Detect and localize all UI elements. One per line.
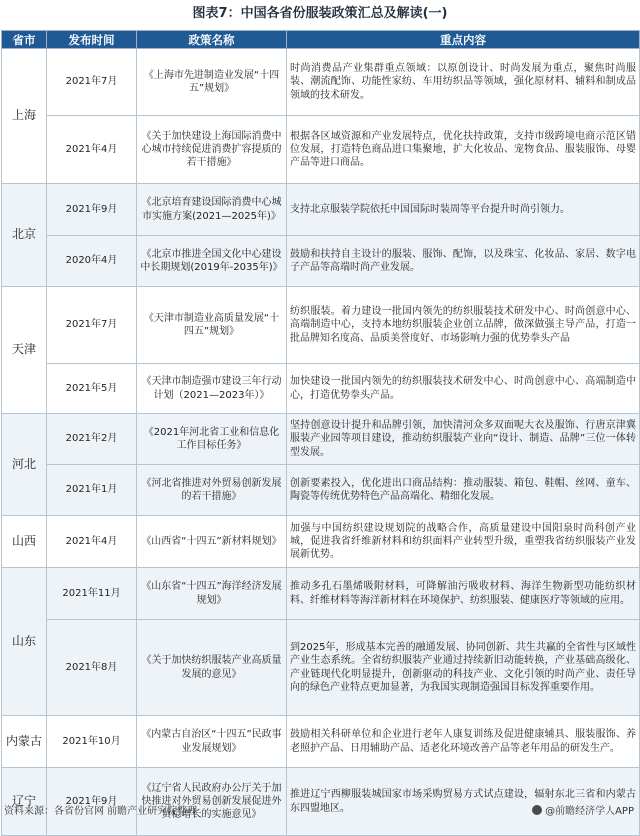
- table-row: [2, 516, 640, 568]
- cell-policy-name: 《内蒙古自治区“十四五”民政事业发展规划》: [137, 716, 287, 768]
- cell-province: 辽宁: [2, 768, 47, 836]
- cell-date: 2021年2月: [47, 414, 137, 465]
- cell-policy-name: 《北京培育建设国际消费中心城市实施方案(2021—2025年)》: [137, 184, 287, 236]
- cell-policy-name: 《2021年河北省工业和信息化工作目标任务》: [137, 414, 287, 465]
- table-row: [2, 716, 640, 768]
- table-row: [2, 116, 640, 184]
- cell-content: 鼓励和扶持自主设计的服装、服饰、配饰，以及珠宝、化妆品、家居、数字电子产品等高端时尚产业发展。: [287, 236, 640, 287]
- header-date: 发布时间: [47, 31, 137, 49]
- table-row: [2, 620, 640, 716]
- cell-content: 纺织服装。着力建设一批国内领先的纺织服装技术研发中心、时尚创意中心、高端制造中心，支持本地纺织服装企业创立品牌，做深做强主导产品，打造一批品牌知名度高、品质美誉度好、市场影响力强的优势拳头产品: [287, 287, 640, 364]
- cell-policy-name: 《河北省推进对外贸易创新发展的若干措施》: [137, 465, 287, 516]
- cell-policy-name: 《山西省“十四五”新材料规划》: [137, 516, 287, 568]
- cell-content: 鼓励相关科研单位和企业进行老年人康复训练及促进健康辅具、服装服饰、养老照护产品、日用辅助产品、适老化环境改善产品等老年用品的研发生产。: [287, 716, 640, 768]
- cell-content: 推动多孔石墨烯吸附材料，可降解油污吸收材料、海洋生物新型功能纺织材料、纤维材料等海洋新材料在环境保护、纺织服装、健康医疗等领域的应用。: [287, 568, 640, 620]
- header-province: 省市: [2, 31, 47, 49]
- brand-label: @前瞻经济学人APP: [545, 806, 634, 817]
- header-policy-name: 政策名称: [137, 31, 287, 49]
- cell-content: 创新要素投入，优化进出口商品结构：推动服装、箱包、鞋帽、丝网、童车、陶瓷等传统优势特色产品高端化、精细化发展。: [287, 465, 640, 516]
- cell-content: 到2025年，形成基本完善的融通发展、协同创新、共生共赢的全省性与区域性产业生态系统。全省纺织服装产业通过持续新旧动能转换，产业基础高级化、产业链现代化明显提升，创新驱动的科技产业、文化引领的时尚产业、责任导向的绿色产业特点更加显著，为我国实现制造强国目标发挥重要作用。: [287, 620, 640, 716]
- cell-policy-name: 《山东省“十四五”海洋经济发展规划》: [137, 568, 287, 620]
- cell-date: 2021年11月: [47, 568, 137, 620]
- cell-date: 2021年4月: [47, 116, 137, 184]
- brand-footer: [532, 802, 634, 817]
- table-row: [2, 364, 640, 414]
- cell-province: 北京: [2, 184, 47, 287]
- table-row: [2, 184, 640, 236]
- table-row: [2, 465, 640, 516]
- cell-date: 2021年9月: [47, 768, 137, 836]
- brand-logo-icon: [532, 805, 542, 815]
- table-row: [2, 414, 640, 465]
- cell-policy-name: 《天津市制造业高质量发展“十四五”规划》: [137, 287, 287, 364]
- cell-date: 2020年4月: [47, 236, 137, 287]
- cell-date: 2021年7月: [47, 287, 137, 364]
- source-note: 资料来源：各省份官网 前瞻产业研究院整理: [4, 806, 198, 817]
- cell-content: 根据各区域资源和产业发展特点，优化扶持政策，支持市级跨境电商示范区错位发展，打造特色商品进口集聚地，扩大化妆品、宠物食品、服装服饰、母婴产品等进口商品。: [287, 116, 640, 184]
- cell-province: 山西: [2, 516, 47, 568]
- cell-policy-name: 《天津市制造强市建设三年行动计划（2021—2023年）》: [137, 364, 287, 414]
- cell-province: 天津: [2, 287, 47, 414]
- cell-content: 推进辽宁西柳服装城国家市场采购贸易方式试点建设，辐射东北三省和内蒙古东四盟地区。: [287, 768, 640, 836]
- cell-policy-name: 《北京市推进全国文化中心建设中长期规划(2019年-2035年)》: [137, 236, 287, 287]
- cell-date: 2021年7月: [47, 49, 137, 116]
- policy-table: [1, 30, 640, 836]
- cell-content: 加强与中国纺织建设规划院的战略合作，高质量建设中国阳泉时尚科创产业城，促进我省纤维新材料和纺织面料产业转型升级，重塑我省纺织服装产业发展新优势。: [287, 516, 640, 568]
- cell-province: 河北: [2, 414, 47, 516]
- cell-policy-name: 《上海市先进制造业发展“十四五”规划》: [137, 49, 287, 116]
- cell-policy-name: 《关于加快纺织服装产业高质量发展的意见》: [137, 620, 287, 716]
- table-header-row: [2, 31, 640, 49]
- table-row: [2, 49, 640, 116]
- cell-content: 时尚消费品产业集群重点领域：以原创设计、时尚发展为重点，聚焦时尚服装、潮流配饰、功能性家纺、车用纺织品等领域，强化原材料、辅料和制成品领域的技术研发。: [287, 49, 640, 116]
- cell-province: 山东: [2, 568, 47, 716]
- table-row: [2, 236, 640, 287]
- cell-province: 内蒙古: [2, 716, 47, 768]
- cell-content: 支持北京服装学院依托中国国际时装周等平台提升时尚引领力。: [287, 184, 640, 236]
- cell-date: 2021年8月: [47, 620, 137, 716]
- header-key-content: 重点内容: [287, 31, 640, 49]
- cell-province: 上海: [2, 49, 47, 184]
- page-title: 图表7：中国各省份服装政策汇总及解读(一): [192, 6, 448, 21]
- cell-content: 加快建设一批国内领先的纺织服装技术研发中心、时尚创意中心、高端制造中心，打造优势拳头产品。: [287, 364, 640, 414]
- cell-policy-name: 《辽宁省人民政府办公厅关于加快推进对外贸易创新发展促进外贸稳增长的实施意见》: [137, 768, 287, 836]
- cell-date: 2021年9月: [47, 184, 137, 236]
- table-row: [2, 568, 640, 620]
- cell-date: 2021年1月: [47, 465, 137, 516]
- cell-date: 2021年5月: [47, 364, 137, 414]
- table-row: [2, 287, 640, 364]
- cell-policy-name: 《关于加快建设上海国际消费中心城市持续促进消费扩容提质的若干措施》: [137, 116, 287, 184]
- cell-date: 2021年10月: [47, 716, 137, 768]
- cell-content: 坚持创意设计提升和品牌引领，加快清河众多双面呢大衣及服饰、行唐京津冀服装产业园等项目建设，推动纺织服装产业向“设计、制造、品牌”三位一体转型发展。: [287, 414, 640, 465]
- cell-date: 2021年4月: [47, 516, 137, 568]
